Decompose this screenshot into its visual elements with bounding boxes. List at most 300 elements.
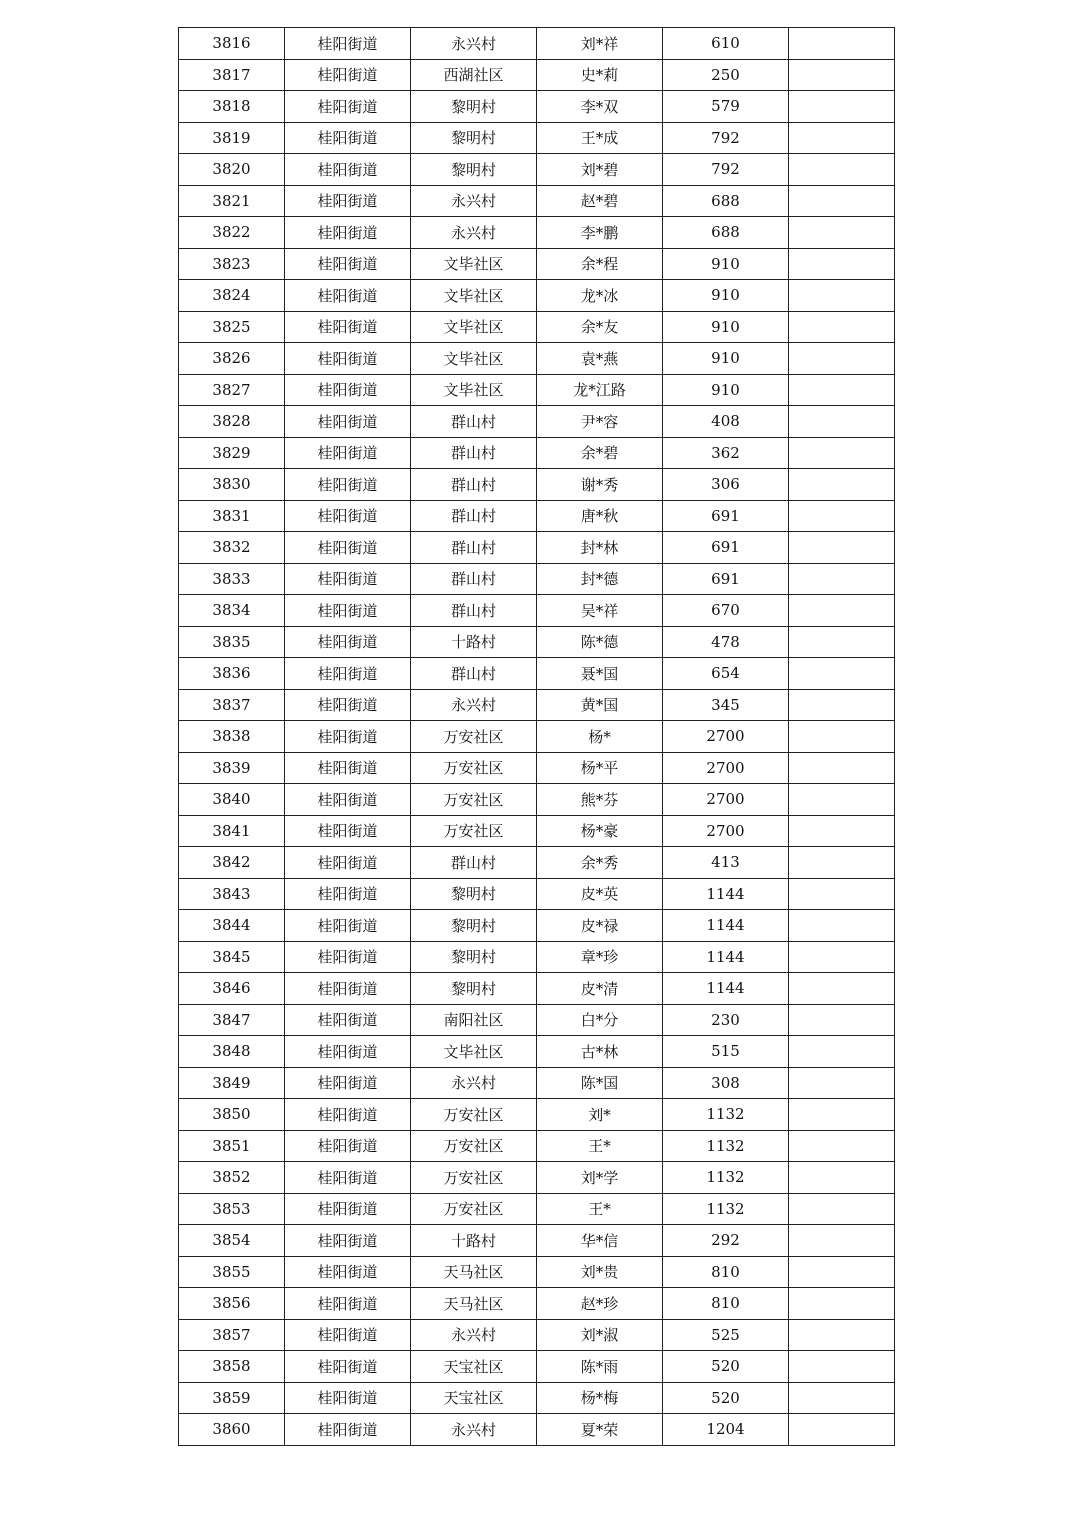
name-cell: 余*友: [537, 311, 663, 343]
community-cell: 万安社区: [411, 1130, 537, 1162]
table-row: [179, 532, 895, 564]
community-cell: 文毕社区: [411, 343, 537, 375]
note-cell: [789, 154, 895, 186]
community-cell: 文毕社区: [411, 248, 537, 280]
street-cell: 桂阳街道: [285, 784, 411, 816]
amount-cell: 691: [663, 500, 789, 532]
community-cell: 天马社区: [411, 1288, 537, 1320]
row-number-cell: 3855: [179, 1256, 285, 1288]
street-cell: 桂阳街道: [285, 248, 411, 280]
table-row: [179, 1067, 895, 1099]
note-cell: [789, 1414, 895, 1446]
table-row: [179, 941, 895, 973]
note-cell: [789, 595, 895, 627]
row-number-cell: 3824: [179, 280, 285, 312]
street-cell: 桂阳街道: [285, 469, 411, 501]
note-cell: [789, 563, 895, 595]
community-cell: 黎明村: [411, 122, 537, 154]
row-number-cell: 3846: [179, 973, 285, 1005]
note-cell: [789, 721, 895, 753]
street-cell: 桂阳街道: [285, 437, 411, 469]
name-cell: 古*林: [537, 1036, 663, 1068]
name-cell: 黄*国: [537, 689, 663, 721]
street-cell: 桂阳街道: [285, 1288, 411, 1320]
name-cell: 刘*碧: [537, 154, 663, 186]
amount-cell: 579: [663, 91, 789, 123]
row-number-cell: 3821: [179, 185, 285, 217]
amount-cell: 1132: [663, 1130, 789, 1162]
row-number-cell: 3834: [179, 595, 285, 627]
community-cell: 群山村: [411, 500, 537, 532]
note-cell: [789, 437, 895, 469]
row-number-cell: 3817: [179, 59, 285, 91]
name-cell: 余*碧: [537, 437, 663, 469]
street-cell: 桂阳街道: [285, 1414, 411, 1446]
community-cell: 十路村: [411, 626, 537, 658]
community-cell: 文毕社区: [411, 311, 537, 343]
amount-cell: 792: [663, 122, 789, 154]
community-cell: 天宝社区: [411, 1382, 537, 1414]
row-number-cell: 3860: [179, 1414, 285, 1446]
table-row: [179, 28, 895, 60]
street-cell: 桂阳街道: [285, 752, 411, 784]
table-row: [179, 185, 895, 217]
note-cell: [789, 28, 895, 60]
community-cell: 黎明村: [411, 91, 537, 123]
name-cell: 刘*贵: [537, 1256, 663, 1288]
amount-cell: 688: [663, 185, 789, 217]
amount-cell: 2700: [663, 752, 789, 784]
amount-cell: 810: [663, 1288, 789, 1320]
name-cell: 刘*学: [537, 1162, 663, 1194]
name-cell: 刘*: [537, 1099, 663, 1131]
amount-cell: 362: [663, 437, 789, 469]
amount-cell: 345: [663, 689, 789, 721]
name-cell: 华*信: [537, 1225, 663, 1257]
table-row: [179, 1351, 895, 1383]
community-cell: 群山村: [411, 595, 537, 627]
row-number-cell: 3829: [179, 437, 285, 469]
note-cell: [789, 973, 895, 1005]
amount-cell: 408: [663, 406, 789, 438]
name-cell: 刘*淑: [537, 1319, 663, 1351]
community-cell: 群山村: [411, 469, 537, 501]
table-row: [179, 248, 895, 280]
row-number-cell: 3823: [179, 248, 285, 280]
name-cell: 余*程: [537, 248, 663, 280]
street-cell: 桂阳街道: [285, 1099, 411, 1131]
row-number-cell: 3857: [179, 1319, 285, 1351]
row-number-cell: 3859: [179, 1382, 285, 1414]
amount-cell: 1144: [663, 878, 789, 910]
row-number-cell: 3822: [179, 217, 285, 249]
note-cell: [789, 500, 895, 532]
note-cell: [789, 406, 895, 438]
street-cell: 桂阳街道: [285, 406, 411, 438]
table-row: [179, 1319, 895, 1351]
street-cell: 桂阳街道: [285, 217, 411, 249]
amount-cell: 654: [663, 658, 789, 690]
community-cell: 永兴村: [411, 1067, 537, 1099]
community-cell: 群山村: [411, 406, 537, 438]
name-cell: 袁*燕: [537, 343, 663, 375]
row-number-cell: 3842: [179, 847, 285, 879]
community-cell: 永兴村: [411, 689, 537, 721]
note-cell: [789, 1067, 895, 1099]
table-row: [179, 973, 895, 1005]
amount-cell: 292: [663, 1225, 789, 1257]
amount-cell: 910: [663, 374, 789, 406]
community-cell: 文毕社区: [411, 280, 537, 312]
amount-cell: 525: [663, 1319, 789, 1351]
note-cell: [789, 815, 895, 847]
table-row: [179, 311, 895, 343]
community-cell: 西湖社区: [411, 59, 537, 91]
note-cell: [789, 217, 895, 249]
table-row: [179, 878, 895, 910]
name-cell: 皮*清: [537, 973, 663, 1005]
note-cell: [789, 1288, 895, 1320]
community-cell: 南阳社区: [411, 1004, 537, 1036]
name-cell: 吴*祥: [537, 595, 663, 627]
table-row: [179, 59, 895, 91]
row-number-cell: 3830: [179, 469, 285, 501]
name-cell: 李*双: [537, 91, 663, 123]
name-cell: 杨*豪: [537, 815, 663, 847]
row-number-cell: 3838: [179, 721, 285, 753]
note-cell: [789, 374, 895, 406]
amount-cell: 1132: [663, 1099, 789, 1131]
community-cell: 天马社区: [411, 1256, 537, 1288]
street-cell: 桂阳街道: [285, 626, 411, 658]
note-cell: [789, 343, 895, 375]
name-cell: 李*鹏: [537, 217, 663, 249]
table-row: [179, 500, 895, 532]
note-cell: [789, 1162, 895, 1194]
row-number-cell: 3832: [179, 532, 285, 564]
note-cell: [789, 1382, 895, 1414]
row-number-cell: 3819: [179, 122, 285, 154]
note-cell: [789, 1225, 895, 1257]
amount-cell: 910: [663, 248, 789, 280]
community-cell: 万安社区: [411, 1193, 537, 1225]
amount-cell: 520: [663, 1382, 789, 1414]
street-cell: 桂阳街道: [285, 910, 411, 942]
amount-cell: 308: [663, 1067, 789, 1099]
name-cell: 余*秀: [537, 847, 663, 879]
amount-cell: 910: [663, 280, 789, 312]
table-row: [179, 217, 895, 249]
street-cell: 桂阳街道: [285, 1382, 411, 1414]
row-number-cell: 3827: [179, 374, 285, 406]
note-cell: [789, 248, 895, 280]
amount-cell: 2700: [663, 784, 789, 816]
row-number-cell: 3844: [179, 910, 285, 942]
roster-table: [178, 27, 895, 1446]
name-cell: 刘*祥: [537, 28, 663, 60]
note-cell: [789, 1099, 895, 1131]
community-cell: 永兴村: [411, 1414, 537, 1446]
name-cell: 封*林: [537, 532, 663, 564]
table-row: [179, 122, 895, 154]
name-cell: 陈*国: [537, 1067, 663, 1099]
street-cell: 桂阳街道: [285, 941, 411, 973]
community-cell: 群山村: [411, 563, 537, 595]
name-cell: 杨*: [537, 721, 663, 753]
amount-cell: 1144: [663, 941, 789, 973]
amount-cell: 1144: [663, 910, 789, 942]
row-number-cell: 3820: [179, 154, 285, 186]
table-row: [179, 1130, 895, 1162]
street-cell: 桂阳街道: [285, 280, 411, 312]
amount-cell: 691: [663, 532, 789, 564]
community-cell: 黎明村: [411, 154, 537, 186]
amount-cell: 520: [663, 1351, 789, 1383]
table-row: [179, 1288, 895, 1320]
note-cell: [789, 878, 895, 910]
note-cell: [789, 185, 895, 217]
street-cell: 桂阳街道: [285, 689, 411, 721]
table-row: [179, 1099, 895, 1131]
table-row: [179, 406, 895, 438]
note-cell: [789, 1319, 895, 1351]
row-number-cell: 3854: [179, 1225, 285, 1257]
table-row: [179, 689, 895, 721]
note-cell: [789, 941, 895, 973]
row-number-cell: 3858: [179, 1351, 285, 1383]
note-cell: [789, 469, 895, 501]
street-cell: 桂阳街道: [285, 847, 411, 879]
amount-cell: 1144: [663, 973, 789, 1005]
street-cell: 桂阳街道: [285, 311, 411, 343]
amount-cell: 910: [663, 343, 789, 375]
name-cell: 熊*芬: [537, 784, 663, 816]
table-row: [179, 563, 895, 595]
street-cell: 桂阳街道: [285, 28, 411, 60]
street-cell: 桂阳街道: [285, 563, 411, 595]
note-cell: [789, 59, 895, 91]
note-cell: [789, 280, 895, 312]
amount-cell: 1132: [663, 1162, 789, 1194]
street-cell: 桂阳街道: [285, 1225, 411, 1257]
table-row: [179, 910, 895, 942]
note-cell: [789, 1036, 895, 1068]
name-cell: 皮*禄: [537, 910, 663, 942]
table-row: [179, 374, 895, 406]
street-cell: 桂阳街道: [285, 532, 411, 564]
name-cell: 王*: [537, 1193, 663, 1225]
table-row: [179, 847, 895, 879]
name-cell: 皮*英: [537, 878, 663, 910]
amount-cell: 1204: [663, 1414, 789, 1446]
community-cell: 群山村: [411, 437, 537, 469]
row-number-cell: 3818: [179, 91, 285, 123]
name-cell: 夏*荣: [537, 1414, 663, 1446]
community-cell: 永兴村: [411, 217, 537, 249]
table-row: [179, 1004, 895, 1036]
name-cell: 龙*江路: [537, 374, 663, 406]
community-cell: 群山村: [411, 658, 537, 690]
community-cell: 万安社区: [411, 784, 537, 816]
community-cell: 万安社区: [411, 1099, 537, 1131]
row-number-cell: 3839: [179, 752, 285, 784]
note-cell: [789, 311, 895, 343]
table-row: [179, 721, 895, 753]
table-row: [179, 280, 895, 312]
community-cell: 天宝社区: [411, 1351, 537, 1383]
amount-cell: 688: [663, 217, 789, 249]
note-cell: [789, 1193, 895, 1225]
note-cell: [789, 658, 895, 690]
table-row: [179, 626, 895, 658]
table-row: [179, 343, 895, 375]
community-cell: 群山村: [411, 847, 537, 879]
note-cell: [789, 532, 895, 564]
row-number-cell: 3828: [179, 406, 285, 438]
note-cell: [789, 122, 895, 154]
name-cell: 赵*珍: [537, 1288, 663, 1320]
row-number-cell: 3826: [179, 343, 285, 375]
name-cell: 史*莉: [537, 59, 663, 91]
row-number-cell: 3845: [179, 941, 285, 973]
name-cell: 尹*容: [537, 406, 663, 438]
name-cell: 龙*冰: [537, 280, 663, 312]
community-cell: 永兴村: [411, 185, 537, 217]
street-cell: 桂阳街道: [285, 1162, 411, 1194]
table-row: [179, 658, 895, 690]
amount-cell: 413: [663, 847, 789, 879]
amount-cell: 670: [663, 595, 789, 627]
street-cell: 桂阳街道: [285, 374, 411, 406]
amount-cell: 810: [663, 1256, 789, 1288]
name-cell: 聂*国: [537, 658, 663, 690]
street-cell: 桂阳街道: [285, 973, 411, 1005]
row-number-cell: 3851: [179, 1130, 285, 1162]
table-row: [179, 91, 895, 123]
amount-cell: 230: [663, 1004, 789, 1036]
community-cell: 万安社区: [411, 815, 537, 847]
note-cell: [789, 1004, 895, 1036]
amount-cell: 691: [663, 563, 789, 595]
amount-cell: 2700: [663, 815, 789, 847]
row-number-cell: 3843: [179, 878, 285, 910]
row-number-cell: 3841: [179, 815, 285, 847]
table-row: [179, 1414, 895, 1446]
name-cell: 谢*秀: [537, 469, 663, 501]
row-number-cell: 3816: [179, 28, 285, 60]
street-cell: 桂阳街道: [285, 91, 411, 123]
community-cell: 万安社区: [411, 721, 537, 753]
row-number-cell: 3837: [179, 689, 285, 721]
name-cell: 赵*碧: [537, 185, 663, 217]
street-cell: 桂阳街道: [285, 595, 411, 627]
street-cell: 桂阳街道: [285, 1256, 411, 1288]
street-cell: 桂阳街道: [285, 1351, 411, 1383]
note-cell: [789, 1256, 895, 1288]
table-row: [179, 784, 895, 816]
note-cell: [789, 91, 895, 123]
amount-cell: 610: [663, 28, 789, 60]
row-number-cell: 3850: [179, 1099, 285, 1131]
row-number-cell: 3849: [179, 1067, 285, 1099]
name-cell: 陈*德: [537, 626, 663, 658]
name-cell: 杨*梅: [537, 1382, 663, 1414]
community-cell: 永兴村: [411, 28, 537, 60]
table-row: [179, 1256, 895, 1288]
community-cell: 文毕社区: [411, 374, 537, 406]
table-row: [179, 1162, 895, 1194]
community-cell: 万安社区: [411, 1162, 537, 1194]
name-cell: 封*德: [537, 563, 663, 595]
note-cell: [789, 626, 895, 658]
note-cell: [789, 784, 895, 816]
row-number-cell: 3840: [179, 784, 285, 816]
community-cell: 文毕社区: [411, 1036, 537, 1068]
table-row: [179, 1382, 895, 1414]
table-row: [179, 1225, 895, 1257]
street-cell: 桂阳街道: [285, 343, 411, 375]
street-cell: 桂阳街道: [285, 185, 411, 217]
row-number-cell: 3825: [179, 311, 285, 343]
community-cell: 群山村: [411, 532, 537, 564]
note-cell: [789, 1130, 895, 1162]
street-cell: 桂阳街道: [285, 1067, 411, 1099]
note-cell: [789, 752, 895, 784]
name-cell: 白*分: [537, 1004, 663, 1036]
table-row: [179, 154, 895, 186]
name-cell: 王*: [537, 1130, 663, 1162]
row-number-cell: 3856: [179, 1288, 285, 1320]
street-cell: 桂阳街道: [285, 721, 411, 753]
table-row: [179, 595, 895, 627]
street-cell: 桂阳街道: [285, 500, 411, 532]
community-cell: 黎明村: [411, 910, 537, 942]
table-row: [179, 752, 895, 784]
community-cell: 黎明村: [411, 941, 537, 973]
street-cell: 桂阳街道: [285, 122, 411, 154]
amount-cell: 1132: [663, 1193, 789, 1225]
note-cell: [789, 689, 895, 721]
street-cell: 桂阳街道: [285, 1319, 411, 1351]
amount-cell: 515: [663, 1036, 789, 1068]
row-number-cell: 3853: [179, 1193, 285, 1225]
name-cell: 唐*秋: [537, 500, 663, 532]
community-cell: 十路村: [411, 1225, 537, 1257]
street-cell: 桂阳街道: [285, 658, 411, 690]
community-cell: 黎明村: [411, 973, 537, 1005]
street-cell: 桂阳街道: [285, 1130, 411, 1162]
community-cell: 万安社区: [411, 752, 537, 784]
row-number-cell: 3847: [179, 1004, 285, 1036]
street-cell: 桂阳街道: [285, 878, 411, 910]
table-row: [179, 437, 895, 469]
community-cell: 永兴村: [411, 1319, 537, 1351]
row-number-cell: 3833: [179, 563, 285, 595]
amount-cell: 792: [663, 154, 789, 186]
amount-cell: 2700: [663, 721, 789, 753]
roster-table-body: [179, 28, 895, 1446]
street-cell: 桂阳街道: [285, 1004, 411, 1036]
amount-cell: 478: [663, 626, 789, 658]
table-row: [179, 469, 895, 501]
name-cell: 杨*平: [537, 752, 663, 784]
table-row: [179, 1036, 895, 1068]
street-cell: 桂阳街道: [285, 154, 411, 186]
name-cell: 陈*雨: [537, 1351, 663, 1383]
row-number-cell: 3852: [179, 1162, 285, 1194]
street-cell: 桂阳街道: [285, 1193, 411, 1225]
street-cell: 桂阳街道: [285, 59, 411, 91]
